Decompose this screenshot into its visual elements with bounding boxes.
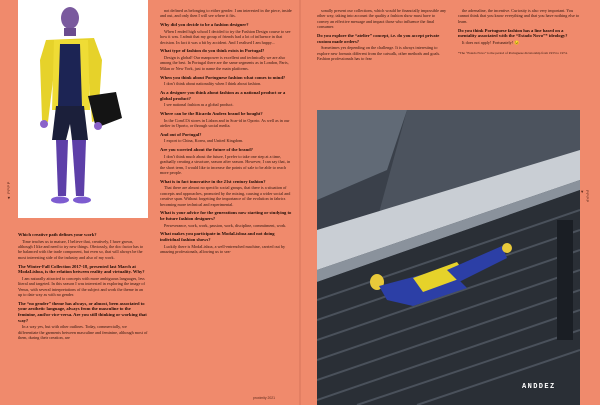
escalator-illustration — [317, 110, 580, 405]
interview-question: Why did you decide to be a fashion designer? — [160, 22, 249, 28]
interview-answer: Sometimes yes depending on the challenge. It is always interesting to explore new formats different from the catwalk, other methods and goals. Fashion professionals has to fear — [317, 45, 441, 62]
model-illustration — [18, 0, 148, 218]
article-column-3 — [317, 8, 447, 65]
interview-question: As a designer you think about fashion as a national product or a global product? — [160, 90, 286, 101]
interview-question: Where can be the Ricardo Andrez brand be bought? — [160, 110, 263, 116]
model-photo-left — [18, 0, 148, 218]
footnote: *The “Estado Novo” is the period of Portuguese dictatorship from 1933 to 1974. — [458, 51, 568, 56]
escalator-photo-right — [317, 110, 580, 405]
article-column-1 — [18, 232, 148, 344]
interview-answer: It does not apply! Fortunately! 😉 — [462, 39, 520, 45]
interview-answer: In a way yes, but with other outlines. Today, commercially, we differentiate the garments between masculine and feminine, although most of them, during their creation, are — [18, 324, 148, 340]
side-page-label-left: ◄ PPPP — [6, 181, 11, 200]
article-column-2 — [160, 8, 294, 258]
interview-answer: I don’t think much about the future, I prefer to take one step at a time, gradually creating a structure, season after season. However, I can say that, in the short term, I would like to increase the points of sale to be able to reach more people. — [160, 153, 291, 175]
interview-answer: I don’t think about nationality when I think about fashion. — [164, 81, 262, 87]
side-page-label-right: PPPP ► — [580, 190, 590, 203]
interview-answer: In the ComCOi stores in Lisbon and in Scar-id in Oporto. As well as in our atelier in Oporto, or through social media. — [160, 117, 290, 128]
interview-question: The “no gender” theme has always, or almost, been associated to your aesthetic language, always from the masculine to the feminine, and/or vice-versa. Are you still thinking or working that way? — [18, 300, 147, 323]
interview-question: The Winter-Fall Collection 2017-18, presented last March at ModaLisboa, is the relation between reality and virtuality. Why? — [18, 263, 145, 275]
interview-answer: I am naturally attracted to concepts with more ambiguous languages, less literal and targeted. In this season I was interested in exploring the image of Venus, with several interpretations of the subject and work the theme in an up to date way as with no gender. — [18, 275, 145, 298]
page-footer: proximity 2021 — [253, 396, 276, 400]
article-column-4 — [458, 8, 580, 59]
interview-answer: When I ended high school I decided to try the Fashion Design course to see how it was. I admit that my group of friends had a lot of influence in that decision. In fact it was a bit by accident. And I realised I am happy... — [160, 28, 291, 45]
interview-question: Which creative path defines your work? — [18, 232, 97, 237]
interview-answer: I see national fashion as a global product. — [164, 102, 234, 108]
interview-answer: Perseverance, work, work, passion, work, discipline, commitment, work. — [164, 222, 287, 228]
brand-logo: ANDDEZ — [522, 383, 556, 391]
interview-question: Are you worried about the future of the brand? — [160, 147, 253, 153]
interview-answer: the adrenaline, the incentive. Curiosity is also very important. You cannot think that you know everything and that you have nothing else to learn. — [458, 8, 580, 24]
interview-question: What type of fashion do you think exists in Portugal? — [160, 48, 265, 54]
interview-answer: Time teaches us to mature, I believe that, creatively, I have grown, although I like and need to try new things. Obviously, the doc factor has to be balanced with the trade component, but even so, that will always be the most interesting side of the industry and also of my work. — [18, 238, 144, 260]
interview-answer: Design is global! Our manpower is excellent and technically we are also among the best. In Portugal there are the same segments as in London, Paris, Milan or New York, just to name the main platforms. — [160, 55, 289, 71]
interview-answer: sonally present our collections, which would be financially impossible any other way, taking into account the quality a fashion show must have to convey an effective message and impact those who influence the final consumer. — [317, 8, 447, 30]
interview-question: Do you think Portuguese fashion has a line based on a mentality associated with the “Estado Novo”* ideology? — [458, 27, 568, 39]
interview-question: What is in fact innovative in the 21st century fashion? — [160, 178, 266, 184]
interview-question: And out of Portugal? — [160, 131, 202, 137]
interview-answer: I export to China, Korea, and United Kingdom. — [164, 138, 244, 144]
interview-question: What is your advice for the generations now starting or studying to be future fashion designers? — [160, 210, 292, 221]
interview-question: What makes you participate in ModaLisboa and not doing individual fashion shows? — [160, 231, 275, 242]
interview-answer: That there are almost no specific social groups, that there is a situation of concepts and approaches, promoted by the mixing, causing a wider social and creative span. Without forgetting the importance of the evolution in fabrics becoming more technical and experimental. — [160, 185, 291, 207]
interview-question: Do you explore the “atelier” concept, i.e. do you accept private custom made orders? — [317, 33, 440, 44]
interview-answer: Luckily there is ModaLisboa, a well-entrenched machine, carried out by amazing professionals, allowing us to sea- — [160, 243, 286, 254]
interview-question: When you think about Portuguese fashion what comes to mind? — [160, 74, 286, 80]
page-gutter — [299, 0, 301, 405]
interview-answer: not defined as belonging to either gender. I am interested in the piece, inside and out, and only then I will see where it fits. — [160, 8, 292, 19]
